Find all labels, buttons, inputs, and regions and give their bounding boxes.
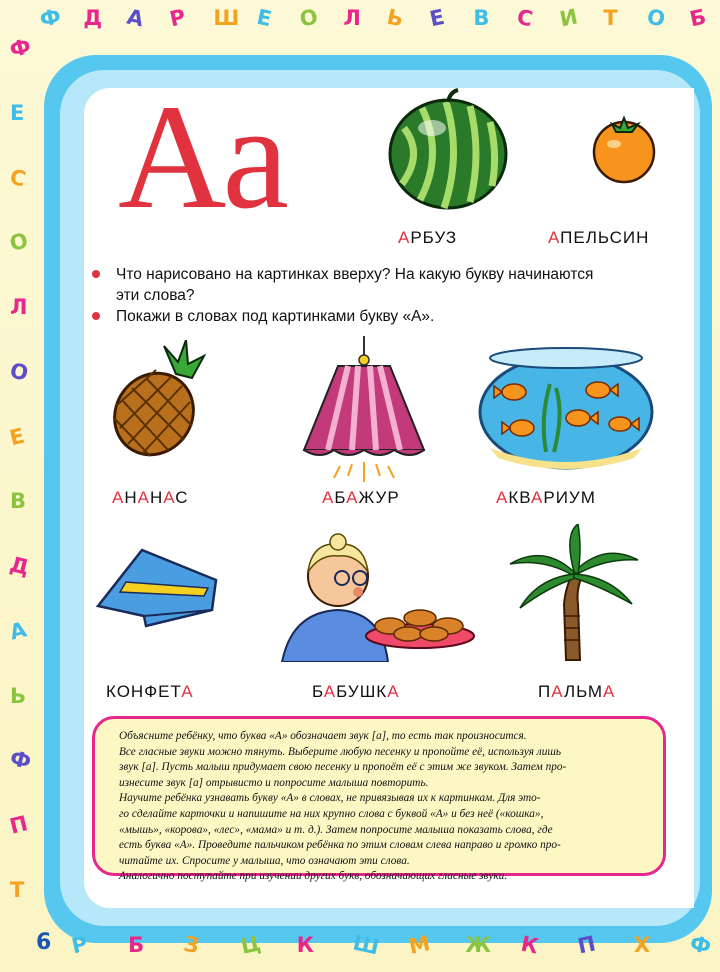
border-letter: Л bbox=[343, 6, 361, 30]
note-line: Научите ребёнка узнавать букву «А» в словах, не привязывая их к картинкам. Для это- bbox=[119, 792, 541, 805]
note-line: есть буква «А». Проведите пальчиком ребёнка по этим словам слева направо и громко про- bbox=[119, 839, 561, 852]
orange-icon bbox=[588, 108, 660, 186]
border-letter: Ь bbox=[384, 4, 406, 32]
border-letter: Ц bbox=[238, 931, 263, 959]
border-letter: М bbox=[406, 931, 433, 959]
candy-icon bbox=[92, 540, 222, 640]
border-letter: З bbox=[182, 931, 202, 959]
border-letter: Е bbox=[7, 423, 27, 451]
border-letter: А bbox=[124, 4, 146, 32]
caption-palma: ПАЛЬМА bbox=[538, 682, 616, 701]
palm-tree-icon bbox=[504, 524, 642, 664]
border-letter: Ф bbox=[37, 4, 63, 32]
note-line: Объясните ребёнку, что буква «А» обозначает звук [а], то есть так произносится. bbox=[119, 730, 527, 742]
border-letter: Х bbox=[633, 933, 651, 957]
border-letter: Т bbox=[10, 878, 25, 902]
border-letter: Ф bbox=[687, 931, 714, 959]
note-line: звук [а]. Пусть малыш придумает свою песенку и пропоёт её с этим же звуком. Затем про- bbox=[119, 761, 567, 774]
bullet-icon bbox=[92, 312, 100, 320]
big-letter-a: Аа bbox=[118, 74, 287, 240]
border-letter: К bbox=[296, 933, 314, 957]
border-letter: Б bbox=[128, 933, 145, 957]
caption-arbuz: АРБУЗ bbox=[398, 228, 458, 247]
note-line: го сделайте карточки и напишите на них крупно слова с буквой «А» и без неё («кошка», bbox=[119, 807, 544, 820]
aquarium-icon bbox=[474, 344, 658, 472]
border-letter: С bbox=[7, 164, 29, 192]
question-2: Покажи в словах под картинками букву «А». bbox=[92, 306, 434, 327]
border-letter: Е bbox=[10, 100, 25, 125]
caption-akvarium: АКВАРИУМ bbox=[496, 488, 596, 507]
note-line: изнесите звук [а] отрывисто и попросите малыша повторить. bbox=[119, 776, 429, 789]
border-letter: Д bbox=[83, 6, 103, 30]
border-letter: В bbox=[473, 6, 490, 30]
question-1: Что нарисовано на картинках вверху? На какую букву начинаются эти слова? bbox=[92, 264, 593, 306]
grandmother-icon bbox=[272, 532, 476, 662]
border-letter: Е bbox=[254, 4, 274, 32]
border-letter: Ш bbox=[350, 930, 382, 960]
border-letter: О bbox=[7, 228, 31, 257]
caption-ananas: АНАНАС bbox=[112, 488, 189, 507]
note-line: «мышь», «корова», «лес», «мама» и т. д.). Затем попросите малыша показать слова, где bbox=[119, 823, 553, 836]
lamp-icon bbox=[300, 336, 430, 484]
border-letter: Р bbox=[167, 4, 188, 32]
border-letter: Ж bbox=[465, 933, 491, 957]
border-letter: Р bbox=[69, 931, 90, 959]
border-letter: К bbox=[519, 931, 542, 959]
note-line: Все гласные звуки можно тянуть. Выберите любую песенку и пропойте её, используя лишь bbox=[119, 745, 562, 758]
border-letter: П bbox=[575, 931, 598, 959]
caption-babushka: БАБУШКА bbox=[312, 682, 400, 701]
border-letter: Ш bbox=[213, 6, 240, 30]
page-number: 6 bbox=[36, 930, 52, 955]
pineapple-icon bbox=[98, 340, 208, 458]
note-line: читайте их. Спросите у малыша, что означают эти слова. bbox=[119, 854, 410, 867]
border-letter: Е bbox=[427, 4, 447, 32]
border-letter: О bbox=[297, 4, 321, 32]
bullet-icon bbox=[92, 270, 100, 278]
caption-abazhur: АБАЖУР bbox=[322, 488, 400, 507]
parent-note bbox=[92, 716, 666, 883]
border-letter: Ф bbox=[7, 33, 34, 63]
watermelon-icon bbox=[384, 88, 514, 213]
border-letter: В bbox=[10, 489, 27, 514]
border-letter: Л bbox=[10, 295, 28, 320]
border-letter: Б bbox=[687, 4, 709, 32]
border-letter: Д bbox=[7, 552, 32, 581]
note-line: Аналогично поступайте при изучении других букв, обозначающих гласные звуки. bbox=[119, 870, 508, 883]
border-letter: Т bbox=[603, 6, 618, 30]
border-letter: П bbox=[7, 811, 31, 840]
border-letter: О bbox=[7, 358, 31, 386]
border-letter: И bbox=[557, 4, 580, 32]
border-letter: О bbox=[644, 4, 667, 32]
border-letter: Ь bbox=[10, 683, 27, 708]
caption-apelsin: АПЕЛЬСИН bbox=[548, 228, 650, 247]
border-letter: С bbox=[514, 4, 535, 32]
caption-konfeta: КОНФЕТА bbox=[106, 682, 194, 701]
border-letter: Ф bbox=[7, 746, 34, 775]
border-letter: А bbox=[7, 617, 29, 645]
